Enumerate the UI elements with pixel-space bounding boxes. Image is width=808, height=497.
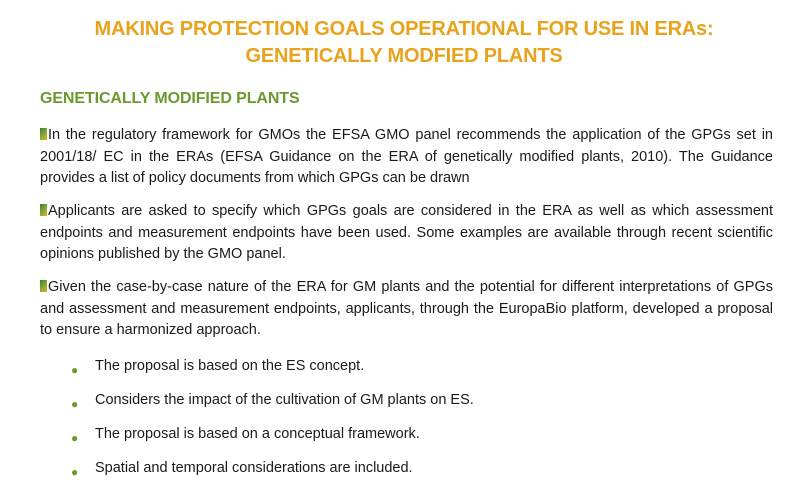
bullet-dot-icon: ● — [71, 363, 79, 377]
slide-title — [0, 16, 808, 70]
slide-title-line-1: MAKING PROTECTION GOALS OPERATIONAL FOR USE IN ERAs: — [94, 18, 714, 40]
paragraph-1 — [40, 125, 773, 190]
bullet-item — [70, 390, 474, 424]
section-heading: GENETICALLY MODIFIED PLANTS — [40, 90, 300, 107]
paragraph-2 — [40, 201, 773, 266]
paragraph-text: In the regulatory framework for GMOs the EFSA GMO panel recommends the application of the GPGs set in 2001/18/ EC in the ERAs (EFSA Guidance on the ERA of genetically modified plants, 2010). The Guidance provides a list of policy documents from which GPGs can be drawn — [40, 127, 773, 186]
bullet-item — [70, 356, 474, 390]
bullet-list — [70, 356, 474, 492]
bullet-item — [70, 458, 474, 492]
paragraph-3 — [40, 277, 773, 342]
paragraph-marker-icon — [40, 280, 47, 292]
paragraph-text: Applicants are asked to specify which GPGs goals are considered in the ERA as well as which assessment endpoints and measurement endpoints have been used. Some examples are available through recent scientific opinions published by the GMO panel. — [40, 203, 773, 262]
bullet-text: Considers the impact of the cultivation of GM plants on ES. — [95, 392, 474, 408]
bullet-dot-icon: ● — [71, 465, 79, 479]
bullet-dot-icon: ● — [71, 431, 79, 445]
bullet-dot-icon: ● — [71, 397, 79, 411]
bullet-text: Spatial and temporal considerations are included. — [95, 460, 413, 476]
paragraph-marker-icon — [40, 204, 47, 216]
bullet-item — [70, 424, 474, 458]
slide-title-line-2: GENETICALLY MODFIED PLANTS — [245, 45, 563, 67]
bullet-text: The proposal is based on the ES concept. — [95, 358, 365, 374]
bullet-text: The proposal is based on a conceptual framework. — [95, 426, 420, 442]
paragraph-text: Given the case-by-case nature of the ERA for GM plants and the potential for different interpretations of GPGs and assessment and measurement endpoints, applicants, through the EuropaBio platform, developed a proposal to ensure a harmonized approach. — [40, 279, 773, 338]
paragraph-marker-icon — [40, 128, 47, 140]
